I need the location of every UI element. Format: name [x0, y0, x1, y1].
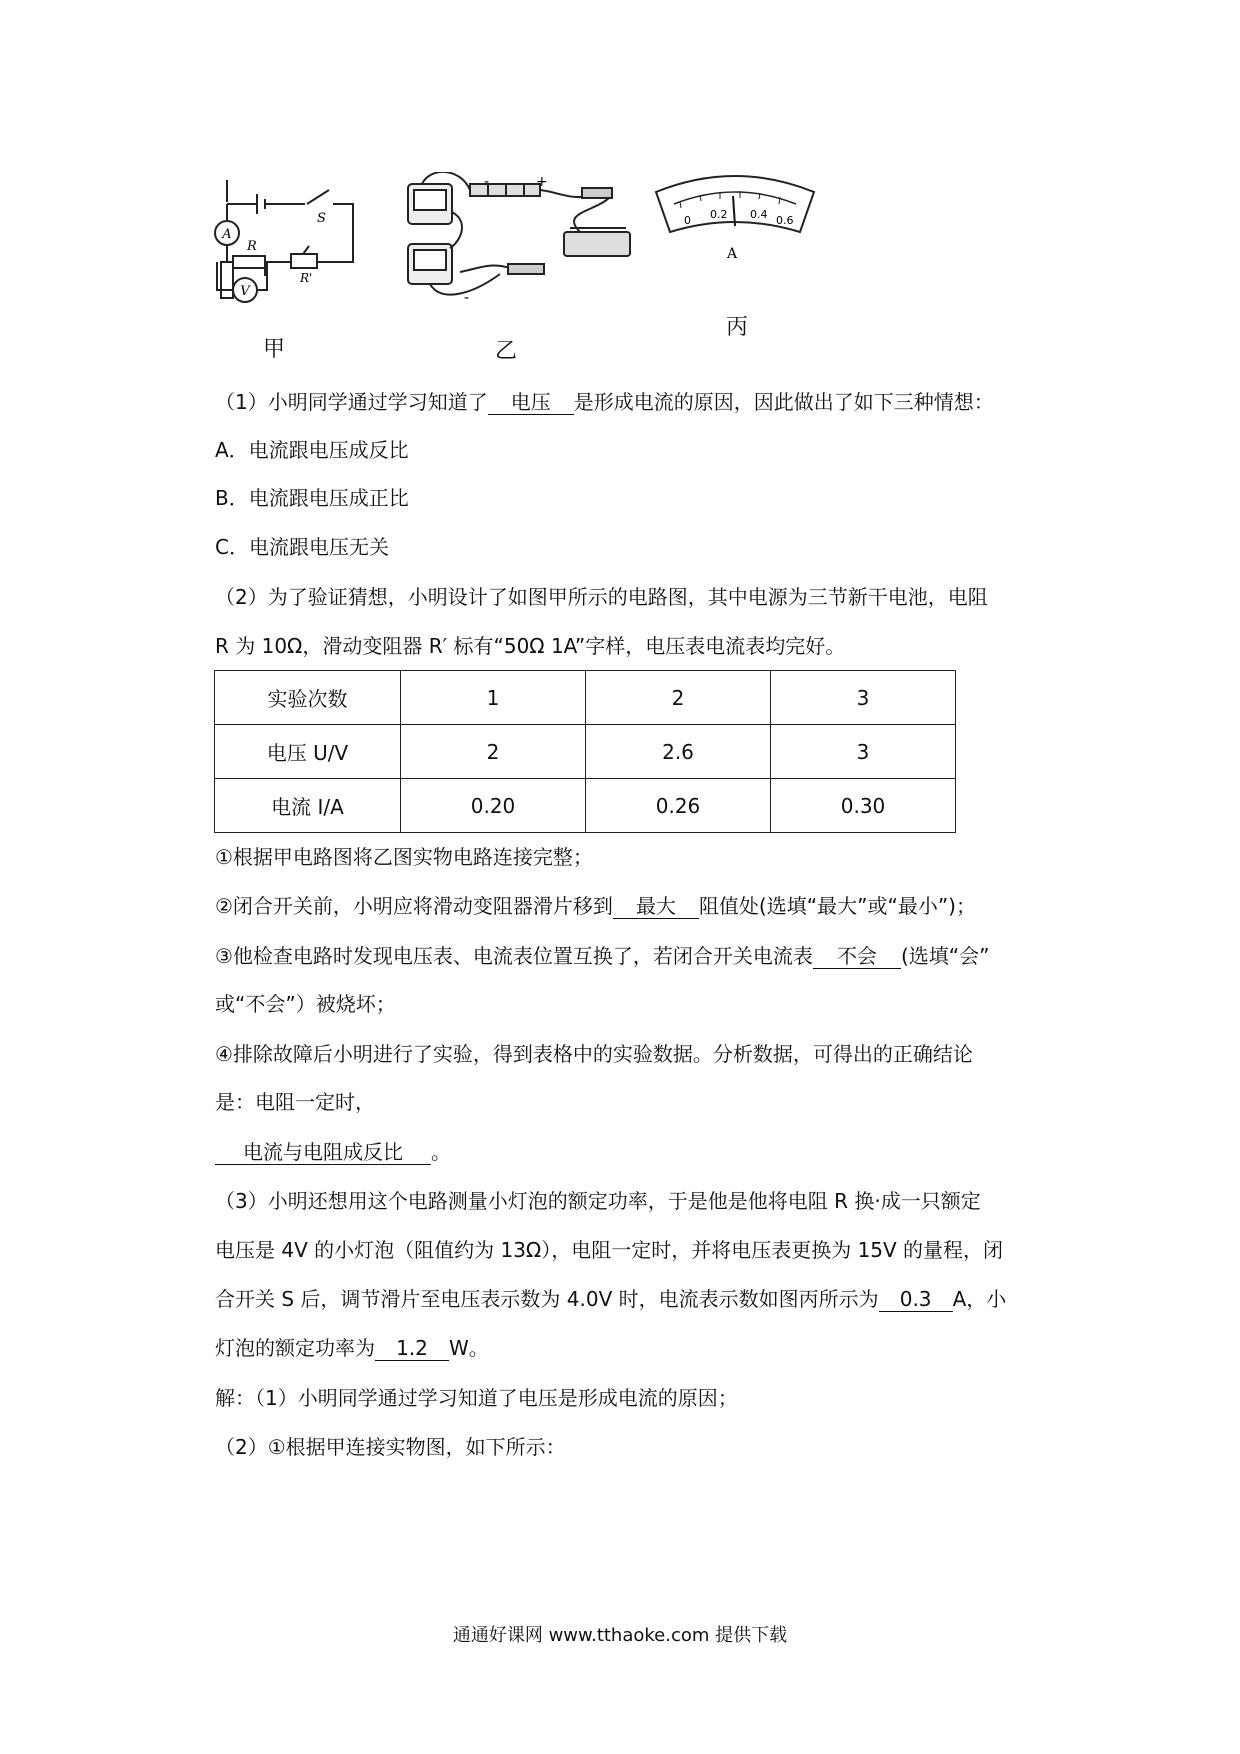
- q2-sub4-line3: 电流与电阻成反比 。: [215, 1138, 451, 1166]
- q2-sub3-answer-blank: 不会: [813, 944, 901, 969]
- footer-watermark[interactable]: 通通好课网 www.tthaoke.com 提供下载: [452, 1625, 788, 1646]
- table-cell: 0.26: [586, 779, 771, 833]
- dial-tick-0.4: 0.4: [750, 208, 768, 221]
- table-cell: 2.6: [586, 725, 771, 779]
- ammeter-dial-bing: [650, 168, 820, 268]
- q1-option-c: C．电流跟电压无关: [215, 535, 389, 559]
- caption-jia: 甲: [263, 337, 286, 362]
- solution-line2: （2）①根据甲连接实物图，如下所示：: [215, 1435, 566, 1459]
- table-row: [215, 779, 956, 833]
- q3-current-answer-blank: 0.3: [879, 1287, 953, 1312]
- q2-stem-line1: （2）为了验证猜想，小明设计了如图甲所示的电路图，其中电源为三节新干电池，电阻: [215, 585, 988, 609]
- circuit-diagram-jia: [205, 180, 385, 315]
- q3-line2: 电压是 4V 的小灯泡（阻值约为 13Ω），电阻一定时，并将电压表更换为 15V 的量程，闭: [215, 1238, 1004, 1262]
- voltmeter-symbol: V: [240, 284, 250, 299]
- table-row: [215, 671, 956, 725]
- dial-tick-0.2: 0.2: [710, 208, 728, 221]
- q1-option-a: A．电流跟电压成反比: [215, 438, 409, 462]
- table-cell: 3: [771, 671, 956, 725]
- dial-tick-0.6: 0.6: [776, 214, 794, 227]
- q2-sub4-answer-blank: 电流与电阻成反比: [215, 1140, 431, 1165]
- q2-sub2-answer-blank: 最大: [613, 894, 699, 919]
- table-cell: 2: [586, 671, 771, 725]
- switch-label: S: [317, 211, 326, 226]
- resistor-label: R: [247, 239, 257, 254]
- q2-sub1: ①根据甲电路图将乙图实物电路连接完整；: [215, 845, 593, 869]
- table-row: [215, 725, 956, 779]
- terminal-minus-top: -: [484, 174, 490, 190]
- q2-sub3-line2: 或“不会”）被烧坏；: [215, 992, 396, 1016]
- q2-sub3: ③他检查电路时发现电压表、电流表位置互换了，若闭合开关电流表 不会 (选填“会”: [215, 944, 990, 968]
- q2-stem-line2: R 为 10Ω，滑动变阻器 R′ 标有“50Ω 1A”字样，电压表电流表均完好。: [215, 634, 846, 658]
- table-cell: 电流 I/A: [215, 779, 401, 833]
- q2-sub4-line2: 是：电阻一定时，: [215, 1090, 375, 1114]
- ammeter-symbol: A: [222, 227, 232, 242]
- caption-yi: 乙: [495, 339, 518, 364]
- terminal-plus: +: [536, 174, 548, 190]
- q1-option-b: B．电流跟电压成正比: [215, 486, 409, 510]
- table-cell: 1: [401, 671, 586, 725]
- table-cell: 0.30: [771, 779, 956, 833]
- terminal-minus-bottom: -: [464, 290, 470, 302]
- caption-bing: 丙: [726, 315, 749, 340]
- wiring-diagram-yi: [400, 172, 640, 302]
- rheostat-label: R': [300, 271, 313, 285]
- table-cell: 2: [401, 725, 586, 779]
- q1-answer-blank: 电压: [488, 390, 574, 415]
- data-table: [214, 670, 956, 833]
- q3-line1: （3）小明还想用这个电路测量小灯泡的额定功率，于是他是他将电阻 R 换·成一只额定: [215, 1189, 981, 1213]
- q3-power-answer-blank: 1.2: [375, 1336, 449, 1361]
- dial-unit: A: [726, 246, 738, 262]
- table-cell: 实验次数: [215, 671, 401, 725]
- dial-tick-0: 0: [684, 214, 691, 227]
- q2-sub2: ②闭合开关前，小明应将滑动变阻器滑片移到 最大 阻值处(选填“最大”或“最小”)；: [215, 894, 976, 918]
- table-cell: 3: [771, 725, 956, 779]
- q3-line4: 灯泡的额定功率为 1.2 W。: [215, 1336, 489, 1360]
- q1-stem: （1）小明同学通过学习知道了 电压 是形成电流的原因，因此做出了如下三种情想：: [215, 390, 994, 414]
- table-cell: 0.20: [401, 779, 586, 833]
- solution-line1: 解：（1）小明同学通过学习知道了电压是形成电流的原因；: [215, 1386, 738, 1410]
- table-cell: 电压 U/V: [215, 725, 401, 779]
- q2-sub4-line1: ④排除故障后小明进行了实验，得到表格中的实验数据。分析数据，可得出的正确结论: [215, 1042, 973, 1066]
- q3-line3: 合开关 S 后，调节滑片至电压表示数为 4.0V 时，电流表示数如图丙所示为 0.3 A，小: [215, 1287, 1007, 1311]
